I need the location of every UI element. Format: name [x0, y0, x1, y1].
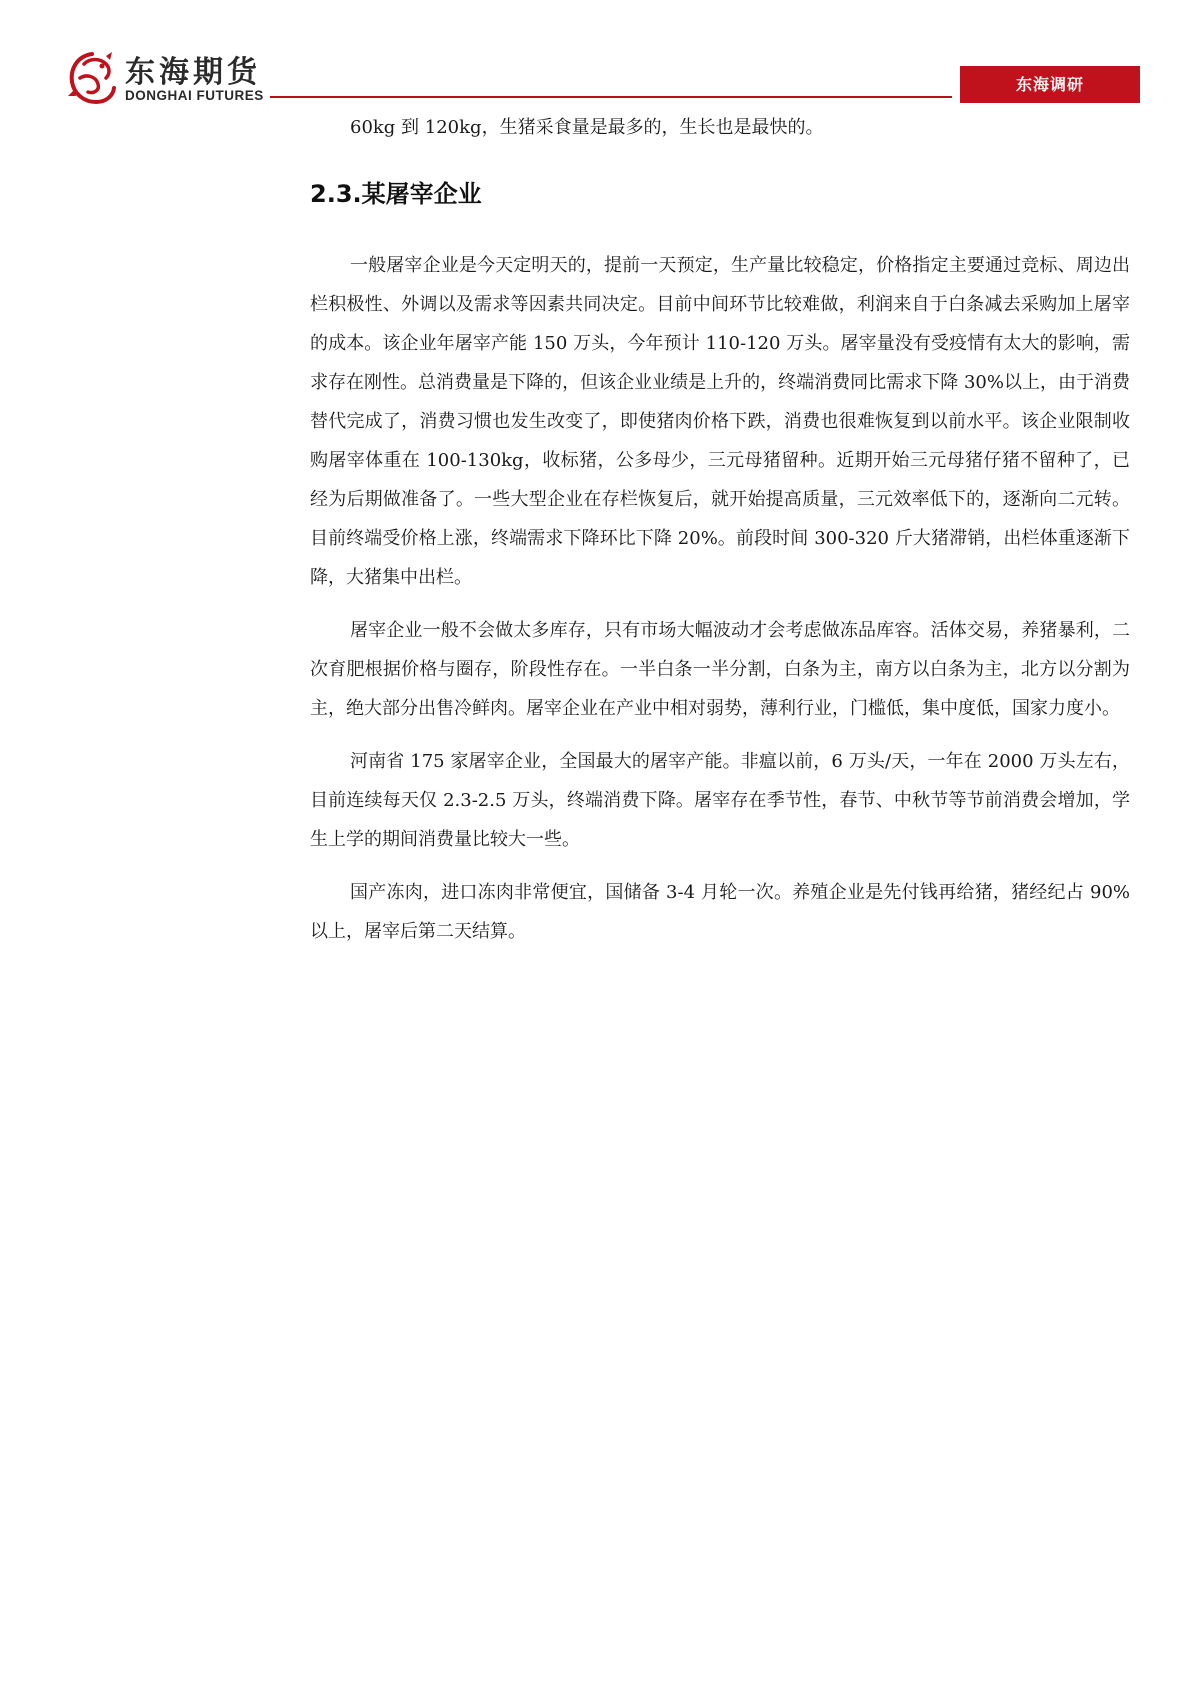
header-divider [270, 96, 952, 98]
document-body [310, 112, 1130, 965]
paragraph-4: 国产冻肉，进口冻肉非常便宜，国储备 3-4 月轮一次。养殖企业是先付钱再给猪，猪经纪占 90%以上，屠宰后第二天结算。 [310, 882, 1130, 942]
report-type-badge: 东海调研 [960, 66, 1140, 103]
dragon-logo-icon [66, 50, 118, 106]
paragraph-2: 屠宰企业一般不会做太多库存，只有市场大幅波动才会考虑做冻品库容。活体交易，养猪暴利，二次育肥根据价格与圈存，阶段性存在。一半白条一半分割，白条为主，南方以白条为主，北方以分割为主，绝大部分出售冷鲜肉。屠宰企业在产业中相对弱势，薄利行业，门槛低，集中度低，国家力度小。 [310, 620, 1130, 719]
section-heading: 2.3.某屠宰企业 [310, 180, 482, 208]
paragraph-1: 一般屠宰企业是今天定明天的，提前一天预定，生产量比较稳定，价格指定主要通过竞标、周边出栏积极性、外调以及需求等因素共同决定。目前中间环节比较难做，利润来自于白条减去采购加上屠宰的成本。该企业年屠宰产能 150 万头，今年预计 110-120 万头。屠宰量没有受疫情有太大的影响，需求存在刚性。总消费量是下降的，但该企业业绩是上升的，终端消费同比需求下降 30%以上，由于消费替代完成了，消费习惯也发生改变了，即使猪肉价格下跌，消费也很难恢复到以前水平。该企业限制收购屠宰体重在 100-130kg，收标猪，公多母少，三元母猪留种。近期开始三元母猪仔猪不留种了，已经为后期做准备了。一些大型企业在存栏恢复后，就开始提高质量，三元效率低下的，逐渐向二元转。目前终端受价格上涨，终端需求下降环比下降 20%。前段时间 300-320 斤大猪滞销，出栏体重逐渐下降，大猪集中出栏。 [310, 255, 1130, 588]
continued-paragraph: 60kg 到 120kg，生猪采食量是最多的，生长也是最快的。 [350, 117, 824, 138]
brand-name-cn: 东海期货 [125, 55, 261, 90]
brand-name-en: DONGHAI FUTURES [125, 88, 264, 103]
paragraph-3: 河南省 175 家屠宰企业，全国最大的屠宰产能。非瘟以前，6 万头/天，一年在 2000 万头左右，目前连续每天仅 2.3-2.5 万头，终端消费下降。屠宰存在季节性，春节、中秋节等节前消费会增加，学生上学的期间消费量比较大一些。 [310, 751, 1130, 850]
page-header [0, 0, 1190, 110]
